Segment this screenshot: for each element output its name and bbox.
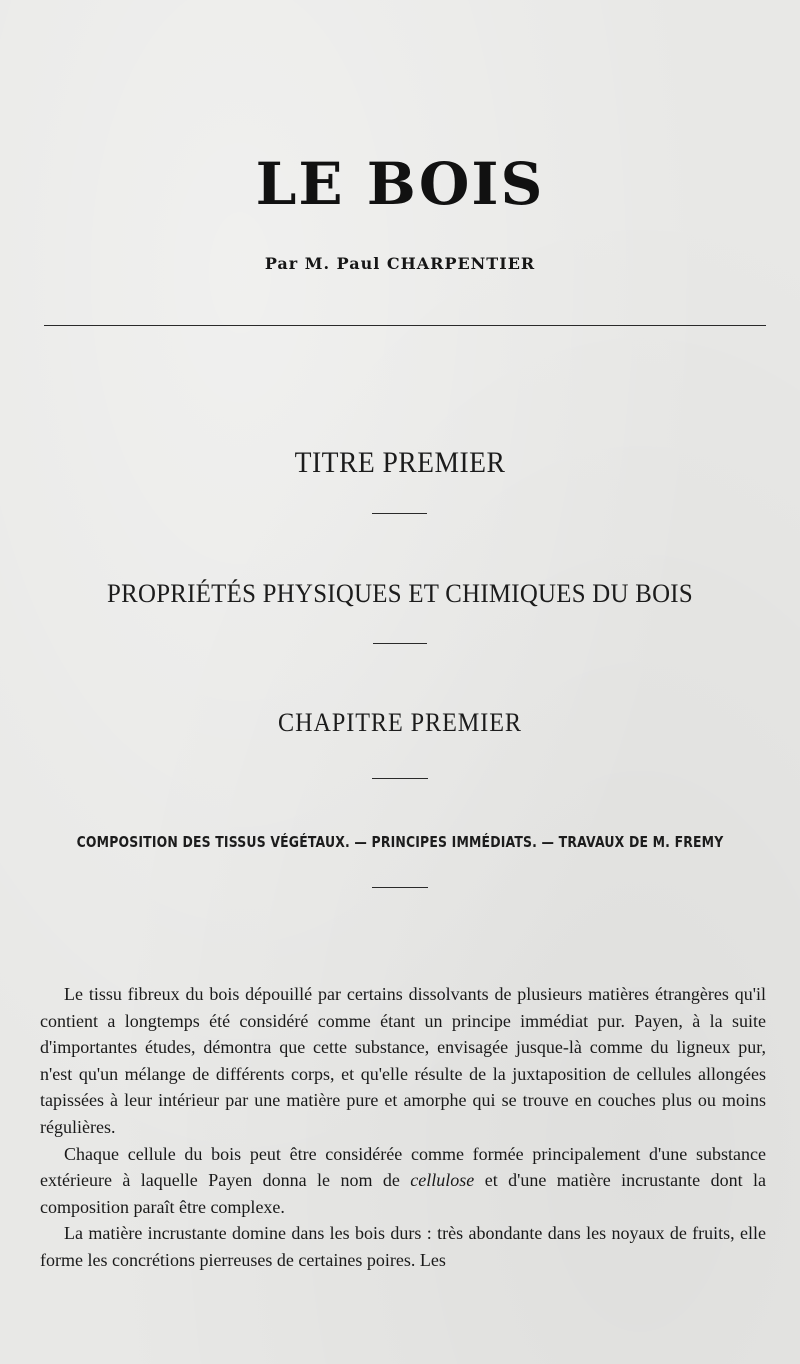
paragraph-1: Le tissu fibreux du bois dépouillé par certains dissolvants de plusieurs matières étrangères qu'il contient a longtemps été considéré comme étant un principe immédiat pur. Payen, à la suite d'importantes études, démontra que cette substance, envisagée jusque-là comme du ligneux pur, n'est qu'un mélange de différents corps, et qu'elle résulte de la juxtaposition de cellules allongées tapissées à leur intérieur par une matière pure et amorphe qui se trouve en couches plus ou moins régulières. [40, 984, 766, 1137]
part-heading: TITRE PREMIER [294, 446, 506, 479]
chapter-heading: CHAPITRE PREMIER [278, 708, 522, 737]
author-line: Par M. Paul CHARPENTIER [264, 254, 536, 273]
body-text [40, 981, 766, 1274]
section-heading: PROPRIÉTÉS PHYSIQUES ET CHIMIQUES DU BOIS [107, 579, 693, 608]
cellulose-term: cellulose [410, 1170, 475, 1191]
book-title: LE BOIS [255, 150, 545, 218]
divider-2 [373, 643, 427, 644]
divider-3 [372, 778, 428, 779]
divider-4 [372, 887, 428, 888]
divider-1 [372, 513, 427, 514]
paragraph-2-end: et d'une matière incrustante dont la composition paraît être complexe. [40, 1170, 766, 1217]
chapter-subject: COMPOSITION DES TISSUS VÉGÉTAUX. — PRINCIPES IMMÉDIATS. — TRAVAUX DE M. FREMY [76, 833, 724, 851]
paragraph-2-start: Chaque cellule du bois peut être considérée comme formée principalement d'une substance extérieure à laquelle Payen donna le nom de [40, 1143, 766, 1191]
paragraph-3: La matière incrustante domine dans les bois durs : très abondante dans les noyaux de fruits, elle forme les concrétions pierreuses de certaines poires. Les [40, 1223, 766, 1270]
title-rule [44, 325, 766, 326]
paragraph-2 [40, 1141, 766, 1221]
